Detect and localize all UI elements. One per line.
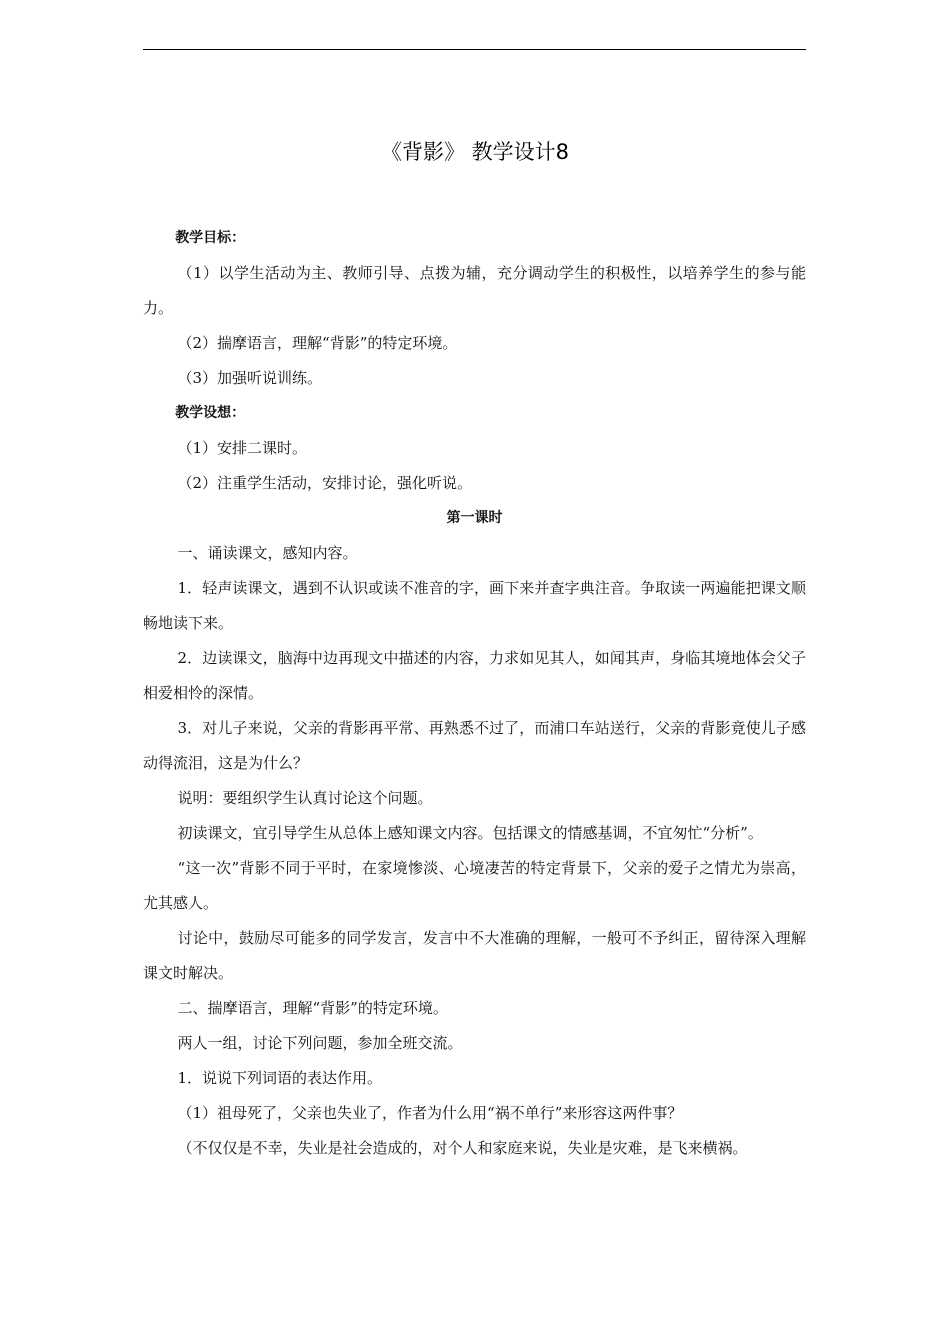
document-title: 《背影》 教学设计8: [380, 140, 570, 164]
paragraph: 讨论中，鼓励尽可能多的同学发言，发言中不大准确的理解，一般可不予纠正，留待深入理解课文时解决。: [143, 929, 806, 982]
section-heading: 教学目标：: [175, 230, 246, 246]
paragraph: 二、揣摩语言，理解“背影”的特定环境。: [177, 999, 448, 1017]
section-heading: 教学设想：: [175, 405, 246, 421]
lesson-heading: 第一课时: [446, 510, 503, 526]
paragraph: 1．轻声读课文，遇到不认识或读不准音的字，画下来并查字典注音。争取读一两遍能把课文顺畅地读下来。: [143, 579, 806, 632]
document-body: [143, 221, 806, 1166]
paragraph: 两人一组，讨论下列问题，参加全班交流。: [177, 1034, 463, 1052]
paragraph: （1）祖母死了，父亲也失业了，作者为什么用“祸不单行”来形容这两件事？: [177, 1104, 683, 1122]
paragraph: 初读课文，宜引导学生从总体上感知课文内容。包括课文的情感基调，不宜匆忙“分析”。: [177, 824, 763, 842]
paragraph: 3．对儿子来说，父亲的背影再平常、再熟悉不过了，而浦口车站送行，父亲的背影竟使儿子感动得流泪，这是为什么？: [143, 719, 806, 772]
paragraph: （2）注重学生活动，安排讨论，强化听说。: [177, 474, 473, 492]
paragraph: “这一次”背影不同于平时，在家境惨淡、心境凄苦的特定背景下，父亲的爱子之情尤为崇高，尤其感人。: [143, 859, 806, 912]
paragraph: （2）揣摩语言，理解“背影”的特定环境。: [177, 334, 458, 352]
paragraph: （1）安排二课时。: [177, 439, 308, 457]
paragraph: 说明：要组织学生认真讨论这个问题。: [177, 789, 433, 807]
header-rule: [143, 49, 806, 50]
paragraph: 2．边读课文，脑海中边再现文中描述的内容，力求如见其人，如闻其声，身临其境地体会父子相爱相怜的深情。: [143, 649, 806, 702]
paragraph: 一、诵读课文，感知内容。: [177, 544, 358, 562]
paragraph: （不仅仅是不幸，失业是社会造成的，对个人和家庭来说，失业是灾难，是飞来横祸。: [177, 1139, 748, 1157]
paragraph: 1．说说下列词语的表达作用。: [177, 1069, 383, 1087]
paragraph: （1）以学生活动为主、教师引导、点拨为辅，充分调动学生的积极性，以培养学生的参与能力。: [143, 264, 806, 317]
paragraph: （3）加强听说训练。: [177, 369, 323, 387]
